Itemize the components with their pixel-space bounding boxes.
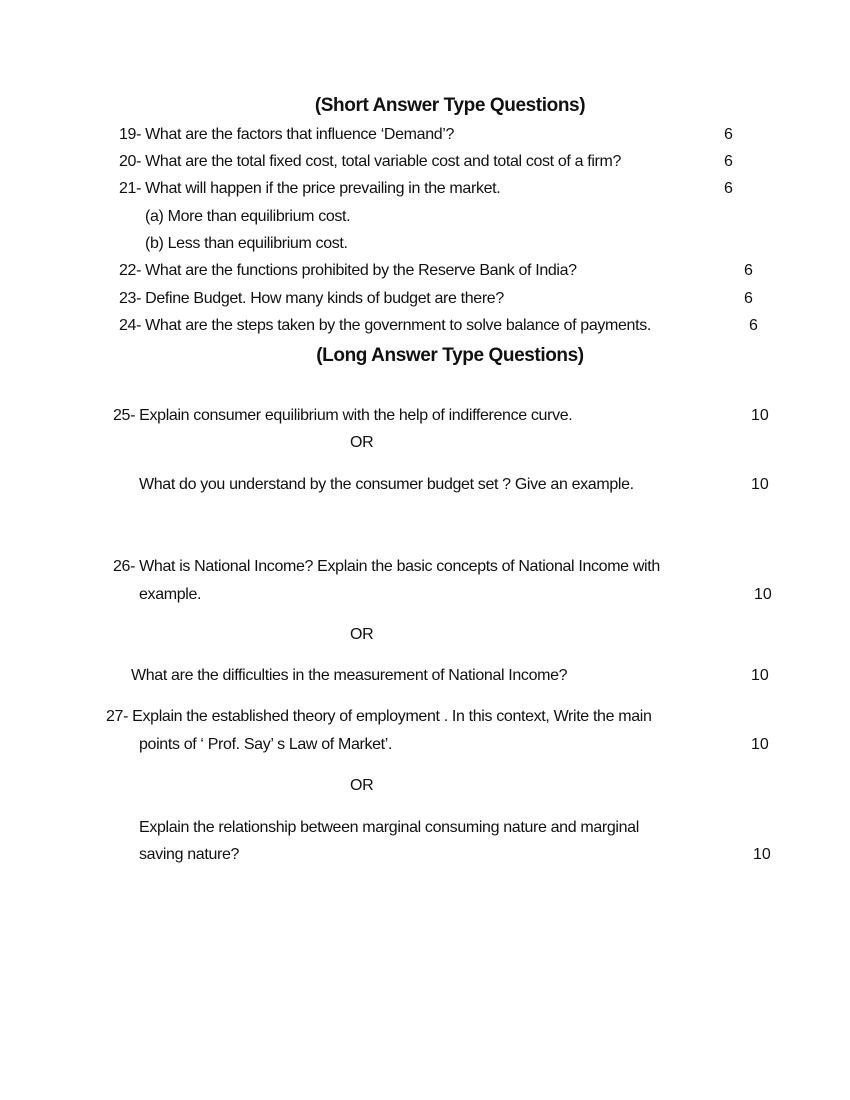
- question-27-alternative-cont: saving nature?: [139, 846, 240, 863]
- question-21: 21- What will happen if the price prevailing in the market.: [119, 180, 501, 197]
- short-answer-heading: (Short Answer Type Questions): [314, 95, 586, 116]
- marks: 10: [751, 736, 769, 753]
- long-answer-heading: (Long Answer Type Questions): [316, 345, 584, 366]
- or-label: OR: [350, 626, 374, 643]
- question-19: 19- What are the factors that influence ‘Demand’?: [119, 126, 455, 143]
- question-22: 22- What are the functions prohibited by the Reserve Bank of India?: [119, 262, 577, 279]
- marks: 10: [751, 667, 769, 684]
- question-26: 26- What is National Income? Explain the basic concepts of National Income with: [113, 558, 660, 575]
- question-27-alternative: Explain the relationship between marginal consuming nature and marginal: [139, 819, 639, 836]
- question-27: 27- Explain the established theory of employment . In this context, Write the main: [106, 708, 652, 725]
- marks: 10: [753, 846, 771, 863]
- marks: 10: [754, 586, 772, 603]
- marks: 10: [751, 476, 769, 493]
- question-25: 25- Explain consumer equilibrium with the help of indifference curve.: [113, 407, 573, 424]
- question-20: 20- What are the total fixed cost, total variable cost and total cost of a firm?: [119, 153, 622, 170]
- question-21-part-a: (a) More than equilibrium cost.: [145, 208, 351, 225]
- marks: 6: [724, 126, 733, 143]
- question-26-alternative: What are the difficulties in the measurement of National Income?: [131, 667, 568, 684]
- marks: 6: [724, 180, 733, 197]
- question-25-alternative: What do you understand by the consumer budget set ? Give an example.: [139, 476, 634, 493]
- question-27-cont: points of ‘ Prof. Say’ s Law of Market’.: [139, 736, 393, 753]
- or-label: OR: [350, 777, 374, 794]
- question-23: 23- Define Budget. How many kinds of budget are there?: [119, 290, 504, 307]
- marks: 6: [744, 290, 753, 307]
- question-21-part-b: (b) Less than equilibrium cost.: [145, 235, 348, 252]
- marks: 10: [751, 407, 769, 424]
- marks: 6: [749, 317, 758, 334]
- marks: 6: [744, 262, 753, 279]
- question-26-cont: example.: [139, 586, 202, 603]
- question-24: 24- What are the steps taken by the government to solve balance of payments.: [119, 317, 651, 334]
- marks: 6: [724, 153, 733, 170]
- or-label: OR: [350, 434, 374, 451]
